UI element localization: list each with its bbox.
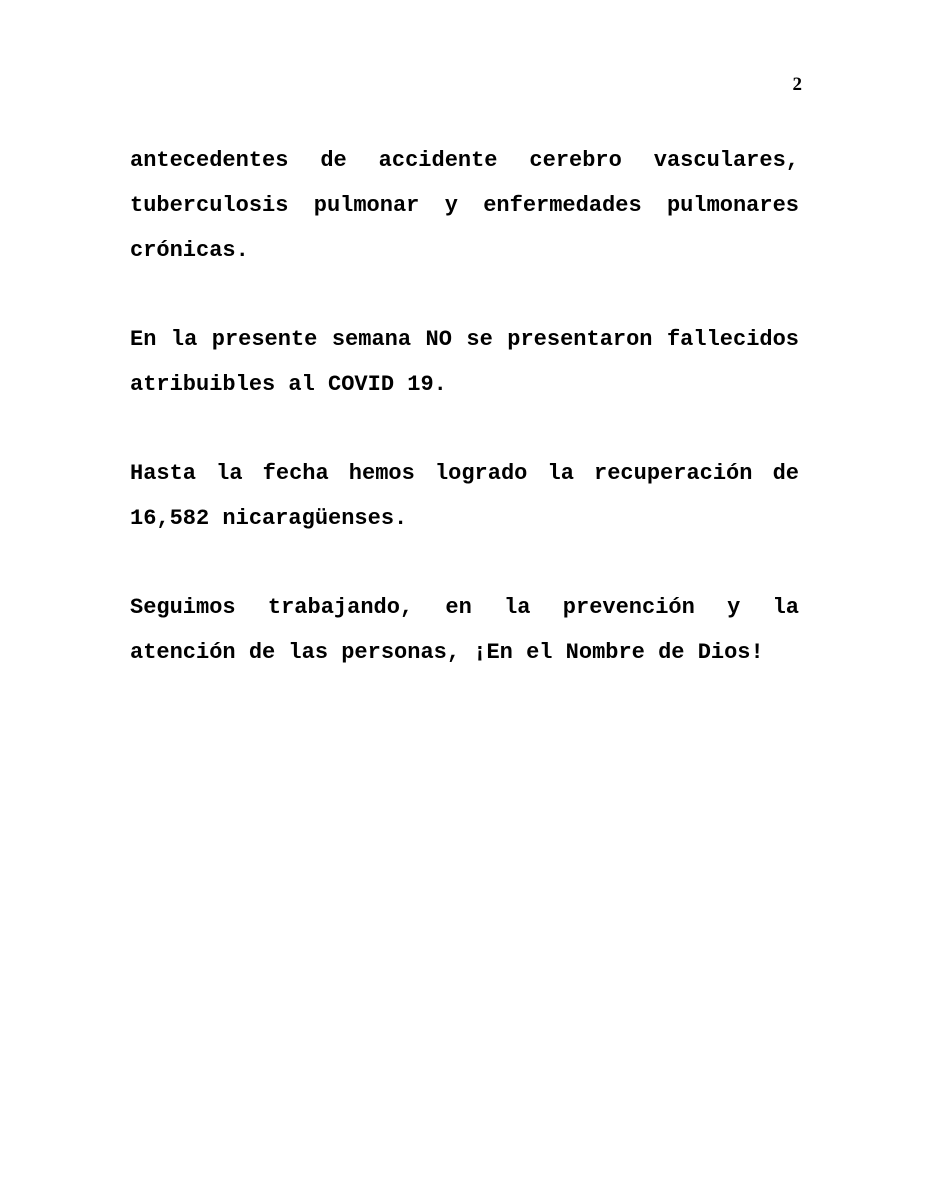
paragraph-closing: Seguimos trabajando, en la prevención y la atención de las personas, ¡En el Nombre de Dios!	[130, 595, 799, 665]
page-number: 2	[792, 74, 802, 95]
paragraph-comorbidities: antecedentes de accidente cerebro vasculares, tuberculosis pulmonar y enfermedades pulmonares crónicas.	[130, 148, 799, 263]
paragraph-deaths: En la presente semana NO se presentaron fallecidos atribuibles al COVID 19.	[130, 327, 799, 397]
document-body	[130, 138, 799, 675]
paragraph-recoveries: Hasta la fecha hemos logrado la recuperación de 16,582 nicaragüenses.	[130, 461, 799, 531]
